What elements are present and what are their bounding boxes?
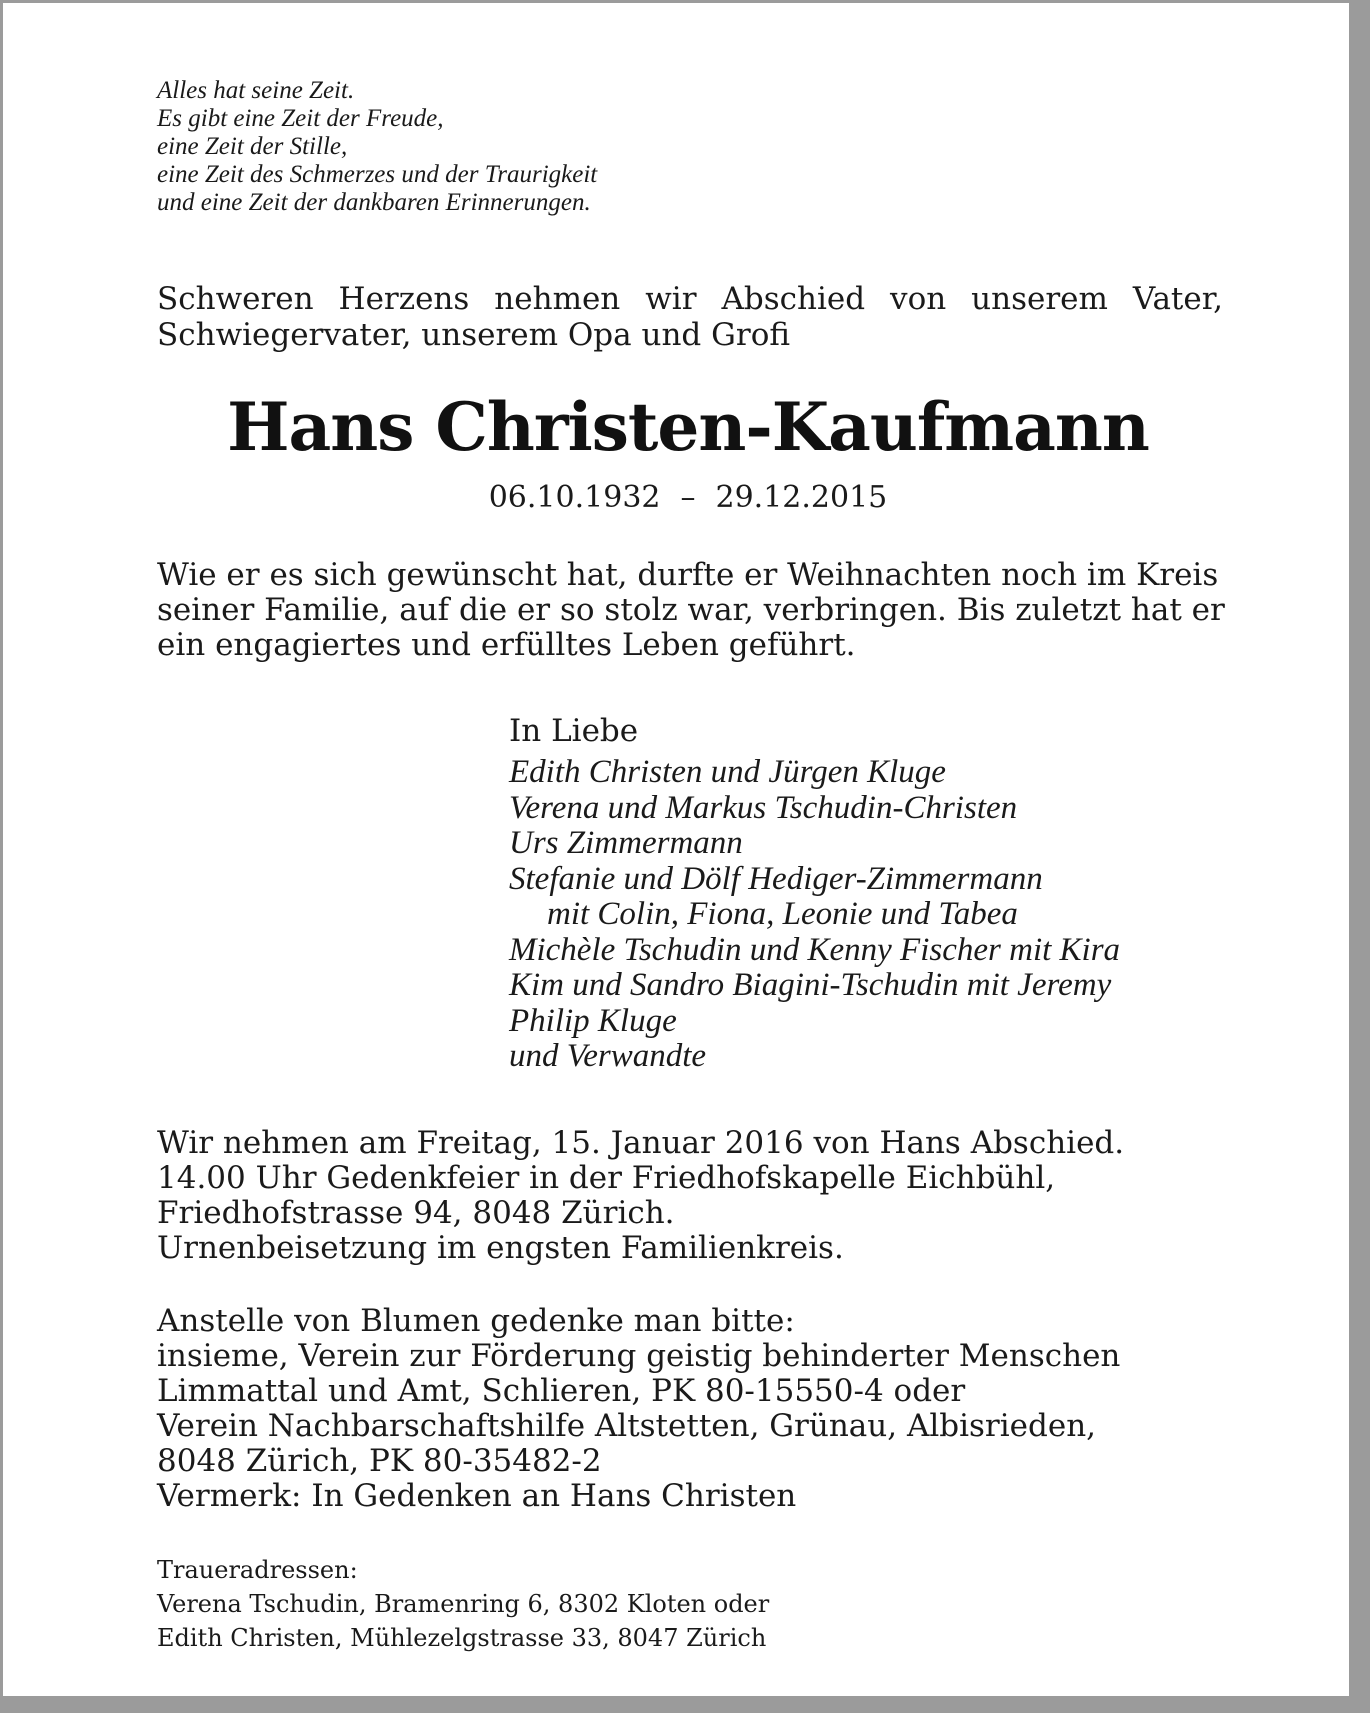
address-line: Edith Christen, Mühlezelgstrasse 33, 8047 Zürich: [157, 1624, 767, 1652]
mourners-list: [509, 755, 1120, 1075]
service-line: Friedhofstrasse 94, 8048 Zürich.: [157, 1195, 675, 1231]
biography-text: [157, 558, 1223, 663]
motto-line: eine Zeit des Schmerzes und der Traurigkeit: [157, 161, 598, 188]
mourner-line: Urs Zimmermann: [509, 825, 743, 861]
obituary-page: [3, 3, 1349, 1696]
mourning-addresses: [157, 1553, 769, 1655]
mourner-line: Stefanie und Dölf Hediger-Zimmermann: [509, 860, 1043, 897]
date-separator: –: [680, 480, 696, 515]
donation-line: Anstelle von Blumen gedenke man bitte:: [157, 1303, 795, 1339]
service-line: Urnenbeisetzung im engsten Familienkreis.: [157, 1230, 844, 1266]
donation-line: insieme, Verein zur Förderung geistig behinderter Menschen: [157, 1338, 1121, 1374]
motto-line: Alles hat seine Zeit.: [157, 77, 355, 104]
donation-line: 8048 Zürich, PK 80-35482-2: [157, 1443, 602, 1479]
motto-line: eine Zeit der Stille,: [157, 133, 348, 160]
mourner-line: Verena und Markus Tschudin-Christen: [509, 789, 1018, 826]
bio-line: ein engagiertes und erfülltes Leben geführt.: [157, 627, 856, 663]
bio-line: seiner Familie, auf die er so stolz war, verbringen. Bis zuletzt hat er: [157, 592, 1225, 628]
birth-date: 06.10.1932: [488, 480, 661, 515]
donation-info: [157, 1304, 1120, 1514]
life-dates: [3, 480, 1370, 516]
donation-line: Vermerk: In Gedenken an Hans Christen: [157, 1478, 797, 1514]
address-line: Verena Tschudin, Bramenring 6, 8302 Kloten oder: [157, 1590, 770, 1618]
service-line: Wir nehmen am Freitag, 15. Januar 2016 von Hans Abschied.: [157, 1125, 1125, 1161]
bio-line: Wie er es sich gewünscht hat, durfte er Weihnachten noch im Kreis: [157, 557, 1219, 593]
deceased-name: Hans Christen-Kaufmann: [227, 388, 1149, 466]
mourner-line: Michèle Tschudin und Kenny Fischer mit Kira: [509, 931, 1121, 968]
service-info: [157, 1126, 1124, 1266]
motto-poem: [157, 77, 597, 217]
love-heading: In Liebe: [509, 713, 639, 749]
motto-line: Es gibt eine Zeit der Freude,: [157, 105, 444, 132]
donation-line: Limmattal und Amt, Schlieren, PK 80-15550-4 oder: [157, 1373, 966, 1409]
donation-line: Verein Nachbarschaftshilfe Altstetten, Grünau, Albisrieden,: [157, 1408, 1097, 1444]
death-date: 29.12.2015: [715, 480, 888, 515]
mourner-line: Philip Kluge: [509, 1002, 677, 1039]
mourner-line: Edith Christen und Jürgen Kluge: [509, 754, 946, 790]
addresses-heading: Traueradressen:: [157, 1556, 358, 1584]
motto-line: und eine Zeit der dankbaren Erinnerungen.: [157, 189, 591, 216]
mourner-line: mit Colin, Fiona, Leonie und Tabea: [547, 896, 1018, 932]
intro-text: Schweren Herzens nehmen wir Abschied von unserem Vater, Schwiegervater, unserem Opa und Grofi: [157, 281, 1223, 353]
mourner-line: und Verwandte: [509, 1038, 707, 1074]
service-line: 14.00 Uhr Gedenkfeier in der Friedhofskapelle Eichbühl,: [157, 1160, 1056, 1196]
mourner-line: Kim und Sandro Biagini-Tschudin mit Jeremy: [509, 967, 1112, 1003]
